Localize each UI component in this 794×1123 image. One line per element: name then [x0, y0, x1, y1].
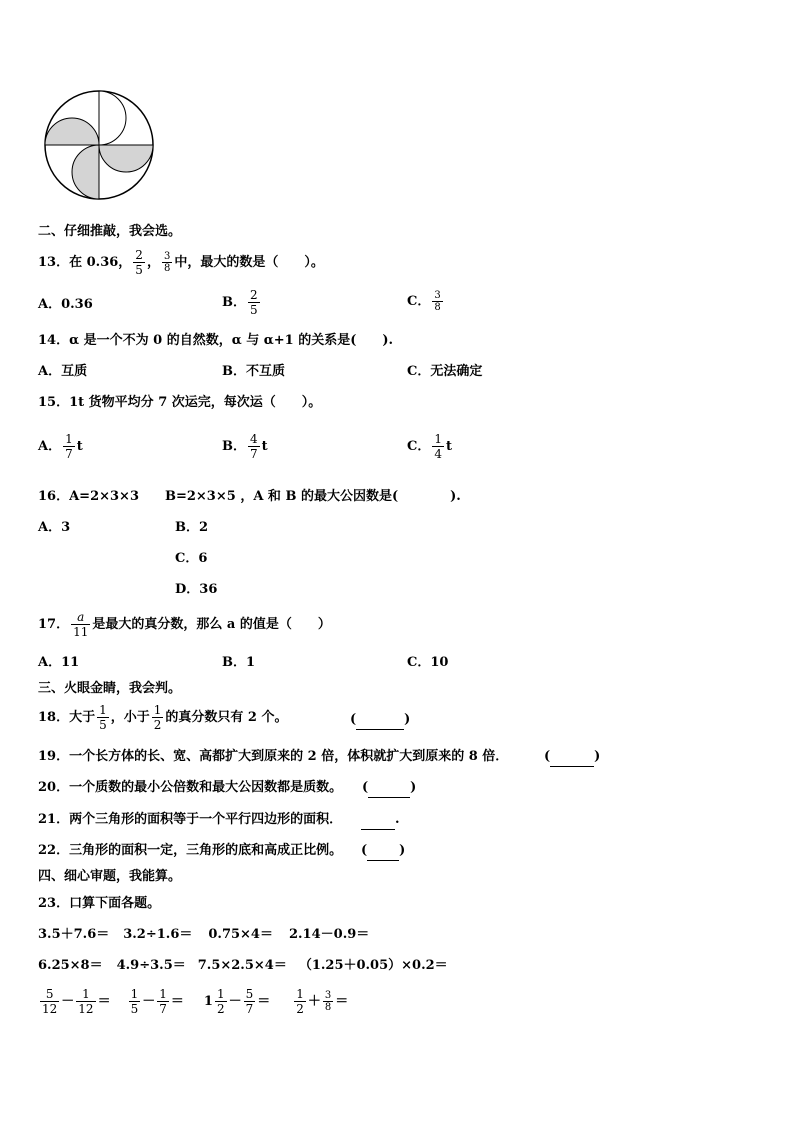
- q15-option-a[interactable]: A． $\frac{1}{7}$ t: [38, 432, 83, 461]
- q23-row-2: [38, 957, 448, 975]
- q23-r1-e2[interactable]: 3.2÷1.6＝: [123, 927, 193, 942]
- section-heading-judge: 三、火眼金睛，我会判。: [38, 681, 182, 696]
- question-14: 14．α 是一个不为 0 的自然数，α 与 α+1 的关系是( ).: [38, 333, 394, 348]
- q23-row-3: [38, 987, 348, 1016]
- q14-option-c[interactable]: C．无法确定: [407, 364, 483, 379]
- q17-post: 是最大的真分数，那么 a 的值是（ ）: [92, 617, 331, 632]
- q17-fraction: $\frac{a}{11}$: [73, 610, 89, 639]
- q23-r3-e4[interactable]: $\frac{1}{2}$ ＋ $\frac{3}{8}$ ＝: [296, 987, 349, 1016]
- q16-option-b[interactable]: B．2: [175, 520, 209, 535]
- q23-r1-e3[interactable]: 0.75×4＝: [208, 927, 273, 942]
- q13-option-c[interactable]: C． $\frac{3}{8}$: [407, 290, 441, 313]
- q19-answer-blank[interactable]: ( ): [544, 748, 600, 767]
- question-20: 20．一个质数的最小公倍数和最大公因数都是质数。: [38, 780, 343, 795]
- q13-option-b[interactable]: B． $\frac{2}{5}$: [222, 288, 258, 317]
- q23-r2-e1[interactable]: 6.25×8＝: [38, 958, 103, 973]
- q23-r2-e2[interactable]: 4.9÷3.5＝: [116, 958, 186, 973]
- question-19: 19．一个长方体的长、宽、高都扩大到原来的 2 倍，体积就扩大到原来的 8 倍．: [38, 749, 509, 764]
- section-heading-choose: 二、仔细推敲，我会选。: [38, 224, 182, 239]
- q23-r3-e3[interactable]: 1 $\frac{1}{2}$ － $\frac{5}{7}$ ＝: [203, 987, 271, 1016]
- q23-r3-e1[interactable]: $\frac{5}{12}$ － $\frac{1}{12}$ ＝: [42, 987, 111, 1016]
- question-23-title: 23．口算下面各题。: [38, 896, 161, 911]
- question-21: 21．两个三角形的面积等于一个平行四边形的面积．: [38, 812, 343, 827]
- q23-r2-e4[interactable]: （1.25＋0.05）×0.2＝: [298, 958, 448, 973]
- q23-r3-e2[interactable]: $\frac{1}{5}$ － $\frac{1}{7}$ ＝: [130, 987, 184, 1016]
- q15-option-b[interactable]: B． $\frac{4}{7}$ t: [222, 432, 268, 461]
- q17-number: 17．: [38, 617, 70, 632]
- question-17: [38, 610, 331, 639]
- q14-option-b[interactable]: B．不互质: [222, 364, 285, 379]
- q13-option-a[interactable]: A．0.36: [38, 297, 93, 312]
- q16-option-a[interactable]: A．3: [38, 520, 71, 535]
- q17-option-a[interactable]: A．11: [38, 655, 80, 670]
- q16-option-d[interactable]: D．36: [175, 582, 218, 597]
- pinwheel-figure-icon: [40, 90, 160, 200]
- q13-fraction-2: $\frac{3}{8}$: [163, 251, 171, 274]
- q13-fraction-1: $\frac{2}{5}$: [135, 248, 143, 277]
- q23-r1-e4[interactable]: 2.14－0.9＝: [288, 927, 370, 942]
- q15-option-c[interactable]: C． $\frac{1}{4}$ t: [407, 432, 453, 461]
- q22-answer-blank[interactable]: ( ): [361, 842, 405, 861]
- q23-r2-e3[interactable]: 7.5×2.5×4＝: [197, 958, 287, 973]
- q13-comma: ，: [146, 255, 160, 270]
- q16-option-c[interactable]: C．6: [175, 551, 208, 566]
- section-heading-calculate: 四、细心审题，我能算。: [38, 869, 182, 884]
- question-13: [38, 248, 324, 277]
- q23-row-1: [38, 926, 369, 944]
- question-22: 22．三角形的面积一定，三角形的底和高成正比例。: [38, 843, 343, 858]
- q23-r1-e1[interactable]: 3.5＋7.6＝: [38, 927, 110, 942]
- q17-option-b[interactable]: B．1: [222, 655, 256, 670]
- question-18: 18．大于 $\frac{1}{5}$ ，小于 $\frac{1}{2}$ 的真分数只有 2 个。: [38, 703, 288, 732]
- q13-number: 13．: [38, 255, 70, 270]
- question-15: 15．1t 货物平均分 7 次运完，每次运（ ）。: [38, 395, 322, 410]
- q18-answer-blank[interactable]: ( ): [350, 711, 410, 730]
- q13-pre: 在 0.36，: [69, 255, 132, 270]
- q21-answer-blank[interactable]: .: [361, 811, 400, 830]
- q13-post: 中，最大的数是（ ）。: [174, 255, 324, 270]
- q20-answer-blank[interactable]: ( ): [362, 779, 416, 798]
- question-16: 16．A=2×3×3 B=2×3×5 ，A 和 B 的最大公因数是( ).: [38, 489, 461, 504]
- q17-option-c[interactable]: C．10: [407, 655, 449, 670]
- q14-option-a[interactable]: A．互质: [38, 364, 88, 379]
